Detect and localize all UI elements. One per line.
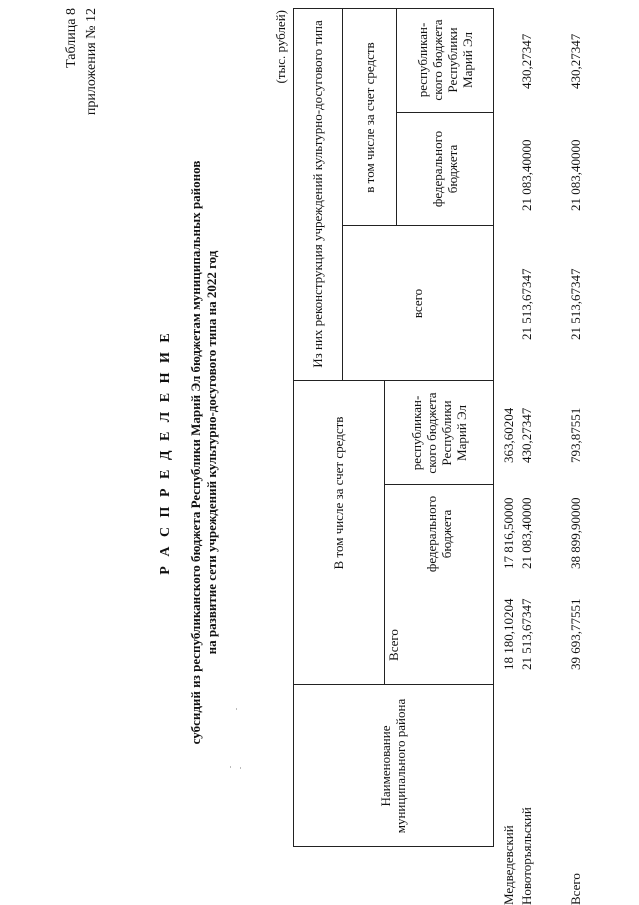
column-header-recon-federal: федерального бюджета <box>429 130 460 208</box>
total-row-recon-republican: 430,27347 <box>568 33 583 89</box>
table-number: Таблица 8 <box>64 8 79 68</box>
column-header-reconstruction: Из них реконструкция учреждений культурно-досугового типа <box>310 20 325 368</box>
column-header-recon-total: всего <box>410 288 425 319</box>
document-title: Р А С П Р Е Д Е Л Е Н И Е <box>158 330 173 575</box>
row-total: 21 513,67347 <box>519 598 534 670</box>
total-row-recon-total: 21 513,67347 <box>568 268 583 340</box>
scan-speck <box>240 767 241 769</box>
row-name: Новоторъяльский <box>519 807 534 905</box>
column-header-total: Всего <box>385 629 401 661</box>
column-header-federal: федерального бюджета <box>423 495 454 573</box>
total-row-total: 39 693,77551 <box>568 598 583 670</box>
total-row-federal: 38 899,90000 <box>568 497 583 569</box>
row-federal: 17 816,50000 <box>501 497 516 569</box>
total-row-name: Всего <box>568 873 583 905</box>
row-federal: 21 083,40000 <box>519 497 534 569</box>
column-header-incl-by-source: В том числе за счет средств <box>331 416 346 570</box>
row-recon-total: 21 513,67347 <box>519 268 534 340</box>
column-header-name: Наименование муниципального района <box>378 698 408 834</box>
column-header-republican: республикан-ского бюджета Республики Марий Эл <box>408 392 469 474</box>
appendix-reference: приложения № 12 <box>84 8 99 116</box>
subtitle-line-1: субсидий из республиканского бюджета Республики Марий Эл бюджетам муниципальных районов <box>188 160 203 745</box>
column-header-recon-incl: в том числе за счет средств <box>361 42 377 193</box>
units-label: (тыс. рублей) <box>273 10 288 84</box>
row-republican: 363,60204 <box>501 407 516 463</box>
column-header-recon-republican: республикан-ского бюджета Республики Марий Эл <box>414 19 475 101</box>
row-republican: 430,27347 <box>519 407 534 463</box>
total-row-republican: 793,87551 <box>568 407 583 463</box>
total-row-recon-federal: 21 083,40000 <box>568 139 583 211</box>
row-total: 18 180,10204 <box>501 598 516 670</box>
scan-speck <box>230 766 231 768</box>
scan-speck <box>236 708 237 710</box>
subtitle-line-2: на развитие сети учреждений культурно-досугового типа на 2022 год <box>204 250 219 655</box>
row-name: Медведевский <box>501 825 516 905</box>
row-recon-federal: 21 083,40000 <box>519 139 534 211</box>
row-recon-republican: 430,27347 <box>519 33 534 89</box>
